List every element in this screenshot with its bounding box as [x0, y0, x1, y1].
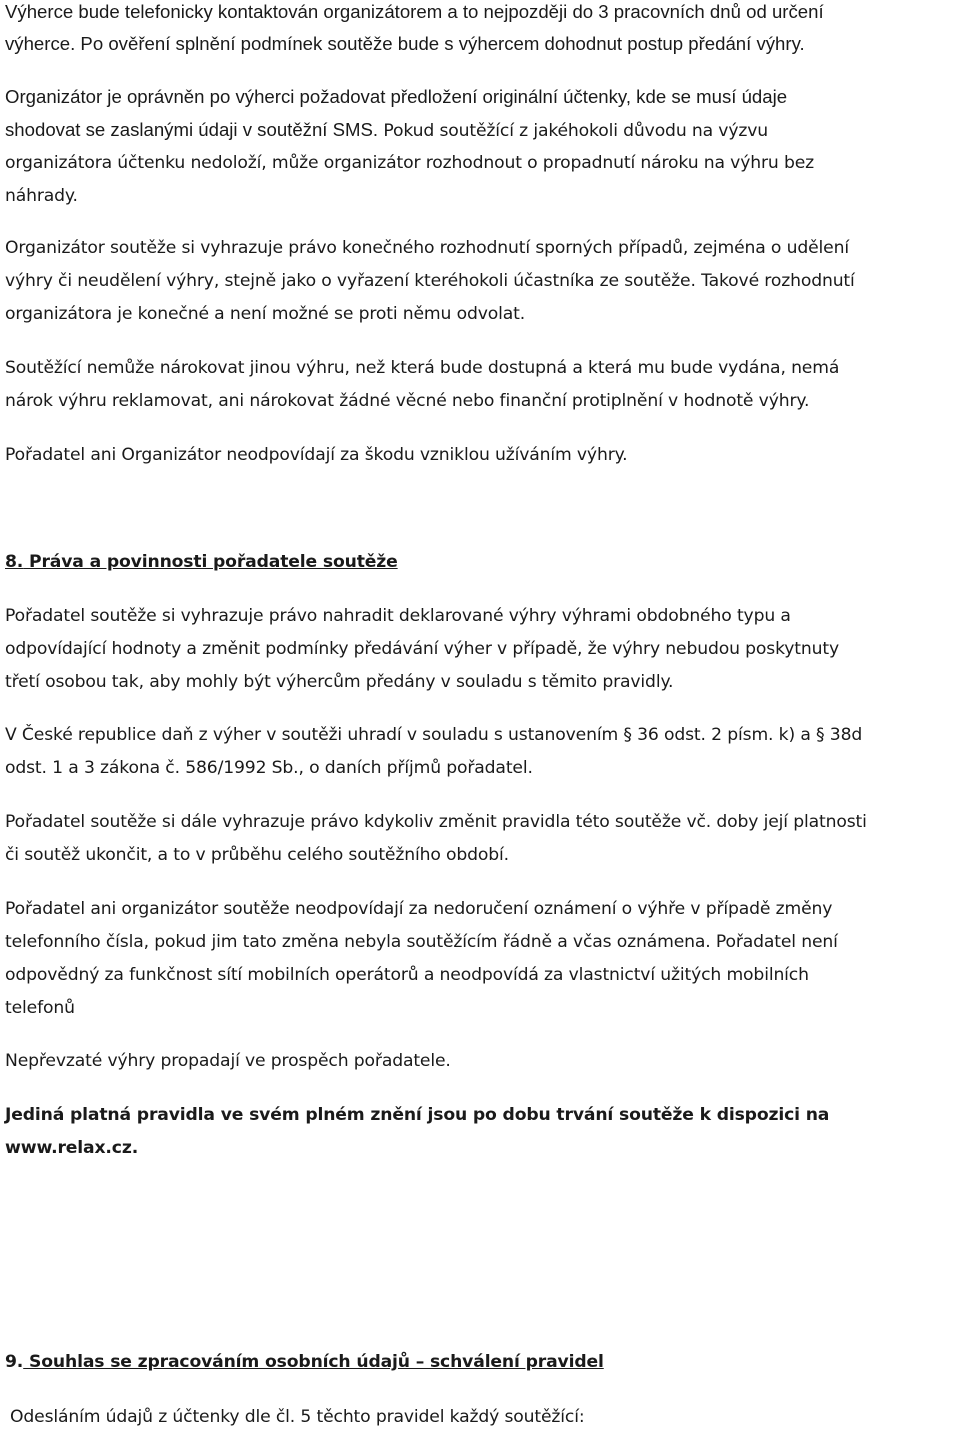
text-line: V České republice daň z výher v soutěži uhradí v souladu s ustanovením § 36 odst. 2 písm. k) a § 38d: [5, 725, 863, 745]
text-line: Pořadatel ani Organizátor neodpovídají za škodu vzniklou užíváním výhry.: [5, 445, 628, 465]
section-heading-8: [5, 550, 960, 574]
text-line: Jediná platná pravidla ve svém plném znění jsou po dobu trvání soutěže k dispozici na: [5, 1105, 830, 1125]
section-title: Práva a povinnosti pořadatele soutěže: [23, 552, 398, 572]
text-line: Pořadatel soutěže si dále vyhrazuje právo kdykoliv změnit pravidla této soutěže vč. doby její platnosti: [5, 812, 867, 832]
text-line: Nepřevzaté výhry propadají ve prospěch pořadatele.: [5, 1051, 451, 1071]
text-span: shodovat se zaslanými údaji v soutěžní SMS.: [5, 119, 379, 140]
text-line: Pořadatel ani organizátor soutěže neodpovídají za nedoručení oznámení o výhře v případě změny: [5, 899, 833, 919]
text-span: Pokud soutěžící z jakéhokoli důvodu na výzvu: [378, 121, 768, 141]
text-line: nárok výhru reklamovat, ani nárokovat žádné věcné nebo finanční protiplnění v hodnotě výhry.: [5, 391, 810, 411]
text-line: odpovídající hodnoty a změnit podmínky předávání výher v případě, že výhry nebudou poskytnuty: [5, 639, 839, 659]
text-line: Organizátor je oprávněn po výherci požadovat předložení originální účtenky, kde se musí údaje: [5, 86, 788, 107]
text-line: telefonního čísla, pokud jim tato změna nebyla soutěžícím řádně a včas oznámena. Pořadatel není: [5, 932, 838, 952]
text-line: odst. 1 a 3 zákona č. 586/1992 Sb., o daních příjmů pořadatel.: [5, 758, 533, 778]
text-line: telefonů: [5, 998, 75, 1018]
text-line: náhrady.: [5, 186, 78, 206]
text-line: výherce. Po ověření splnění podmínek soutěže bude s výhercem dohodnut postup předání výhry.: [5, 33, 805, 54]
section-heading-9: [5, 1350, 960, 1374]
text-line: Odesláním údajů z účtenky dle čl. 5 těchto pravidel každý soutěžící:: [10, 1407, 585, 1427]
text-line: Soutěžící nemůže nárokovat jinou výhru, než která bude dostupná a která mu bude vydána, nemá: [5, 358, 840, 378]
text-line: výhry či neudělení výhry, stejně jako o vyřazení kteréhokoli účastníka ze soutěže. Takové rozhodnutí: [5, 271, 855, 291]
text-line: organizátora je konečné a není možné se proti němu odvolat.: [5, 304, 526, 324]
text-line: Organizátor soutěže si vyhrazuje právo konečného rozhodnutí sporných případů, zejména o udělení: [5, 238, 849, 258]
text-line: Pořadatel soutěže si vyhrazuje právo nahradit deklarované výhry výhrami obdobného typu a: [5, 606, 791, 626]
section-title: Souhlas se zpracováním osobních údajů – schválení pravidel: [23, 1352, 604, 1372]
text-line: organizátora účtenku nedoloží, může organizátor rozhodnout o propadnutí nároku na výhru bez: [5, 153, 814, 173]
text-line: Výherce bude telefonicky kontaktován organizátorem a to nejpozději do 3 pracovních dnů od určení: [5, 1, 824, 22]
section-number: 9.: [5, 1352, 24, 1372]
text-line: odpovědný za funkčnost sítí mobilních operátorů a neodpovídá za vlastnictví užitých mobilních: [5, 965, 809, 985]
text-line: či soutěž ukončit, a to v průběhu celého soutěžního období.: [5, 845, 509, 865]
text-line: [5, 118, 960, 143]
text-line: třetí osobou tak, aby mohly být výhercům předány v souladu s těmito pravidly.: [5, 672, 674, 692]
section-number: 8.: [5, 552, 24, 572]
website-link-text: www.relax.cz.: [5, 1138, 139, 1158]
